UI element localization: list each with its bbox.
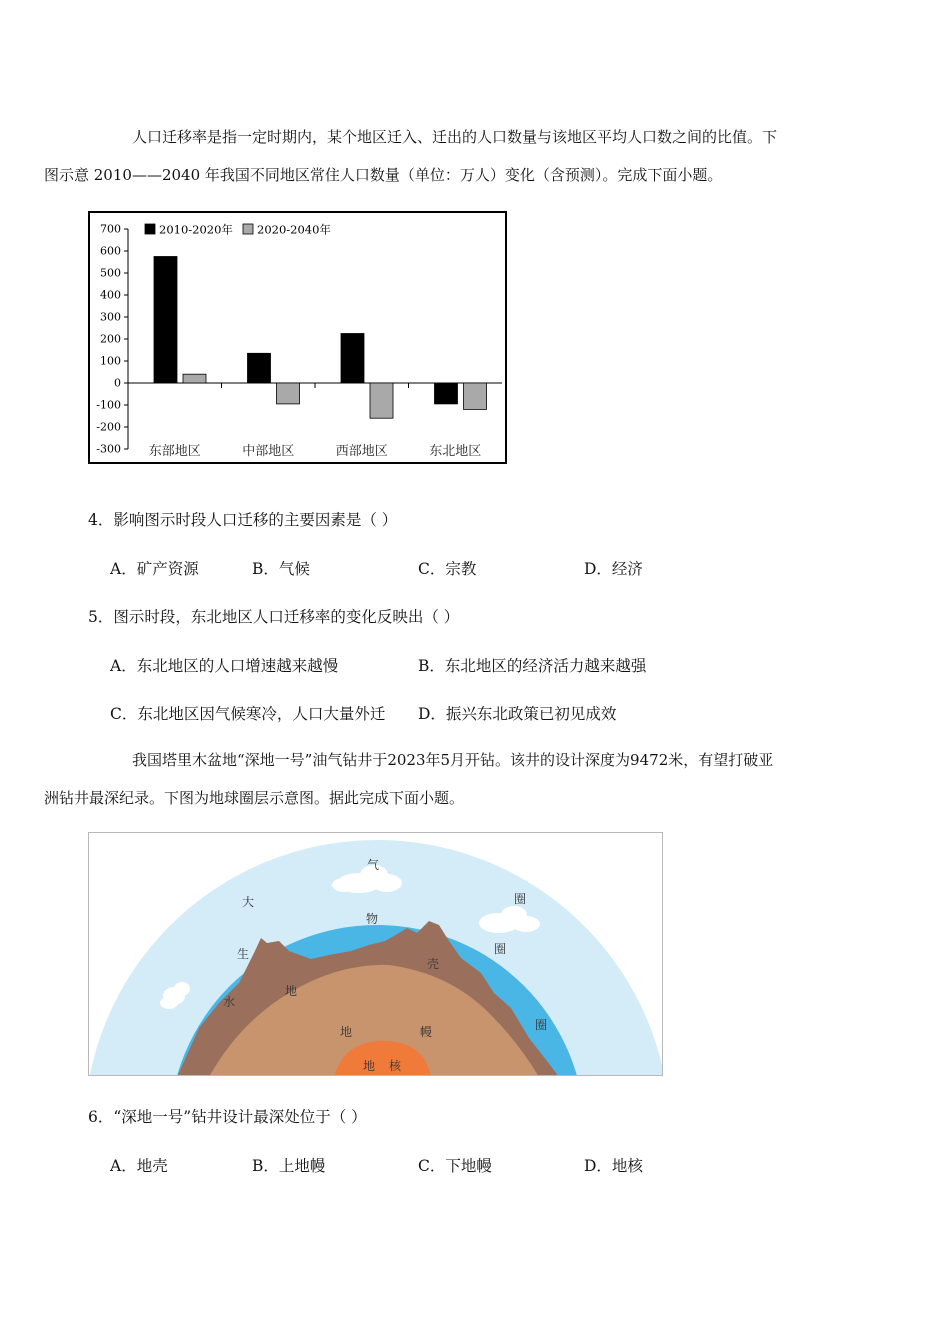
y-tick-label: 0 <box>114 376 121 390</box>
y-tick-label: -100 <box>96 398 121 412</box>
q6-option-c[interactable]: C．下地幔 <box>418 1157 492 1175</box>
bar-2010-2020-2 <box>341 334 364 384</box>
y-tick-label: 200 <box>100 332 121 346</box>
label-qiao: 壳 <box>427 957 440 971</box>
y-tick-label: 300 <box>100 310 121 324</box>
label-quan-2: 圈 <box>494 942 507 956</box>
y-tick-label: 700 <box>100 222 121 236</box>
bar-2020-2040-1 <box>277 383 300 404</box>
y-tick-label: 100 <box>100 354 121 368</box>
y-tick-label: 500 <box>100 266 121 280</box>
q4-option-a[interactable]: A．矿产资源 <box>110 560 199 578</box>
intro-paragraph-1 <box>44 118 863 194</box>
category-label: 西部地区 <box>335 444 388 459</box>
y-tick-label: 400 <box>100 288 121 302</box>
y-tick-label: -300 <box>96 442 121 456</box>
label-man: 幔 <box>420 1025 433 1039</box>
label-di-mantle: 地 <box>340 1025 353 1039</box>
label-he: 核 <box>389 1059 402 1073</box>
q5-option-b[interactable]: B．东北地区的经济活力越来越强 <box>418 657 647 675</box>
intro-2-line-1: 我国塔里木盆地“深地一号”油气钻井于2023年5月开钻。该井的设计深度为9472米，有望打破亚 <box>132 751 774 769</box>
population-change-chart <box>88 211 507 464</box>
label-da: 大 <box>242 895 255 909</box>
legend-swatch-0 <box>145 224 155 234</box>
intro-2-line-2: 洲钻井最深纪录。下图为地球圈层示意图。据此完成下面小题。 <box>44 789 465 807</box>
label-quan-3: 圈 <box>535 1018 548 1032</box>
label-di-core: 地 <box>363 1059 376 1073</box>
question-4-stem: 4．影响图示时段人口迁移的主要因素是（ ） <box>88 511 398 529</box>
y-tick-label: -200 <box>96 420 121 434</box>
category-label: 东北地区 <box>429 444 482 459</box>
legend-label-0: 2010-2020年 <box>159 222 233 237</box>
bar-2010-2020-0 <box>154 257 177 384</box>
label-qi: 气 <box>367 858 380 872</box>
bar-2010-2020-3 <box>435 383 458 404</box>
label-sheng: 生 <box>237 947 250 961</box>
category-label: 东部地区 <box>148 444 201 459</box>
y-tick-label: 600 <box>100 244 121 258</box>
q6-option-a[interactable]: A．地壳 <box>110 1157 168 1175</box>
q4-option-c[interactable]: C．宗教 <box>418 560 477 578</box>
q6-option-b[interactable]: B．上地幔 <box>252 1157 326 1175</box>
q6-option-d[interactable]: D．地核 <box>584 1157 643 1175</box>
bar-2020-2040-0 <box>183 374 206 383</box>
label-wu: 物 <box>366 912 379 926</box>
q5-option-a[interactable]: A．东北地区的人口增速越来越慢 <box>110 657 339 675</box>
bar-2010-2020-1 <box>248 353 271 383</box>
bar-2020-2040-2 <box>370 383 393 418</box>
question-6-stem: 6．“深地一号”钻井设计最深处位于（ ） <box>88 1108 367 1126</box>
earth-spheres-diagram <box>88 832 663 1076</box>
label-di-crust: 地 <box>285 984 298 998</box>
q5-option-d[interactable]: D．振兴东北政策已初见成效 <box>418 705 617 723</box>
legend-label-1: 2020-2040年 <box>257 222 331 237</box>
q5-option-c[interactable]: C．东北地区因气候寒冷，人口大量外迁 <box>110 705 386 723</box>
intro-1-line-2: 图示意 2010——2040 年我国不同地区常住人口数量（单位：万人）变化（含预测）。完成下面小题。 <box>44 166 723 184</box>
legend-swatch-1 <box>243 224 253 234</box>
label-quan-1: 圈 <box>514 892 527 906</box>
q4-option-b[interactable]: B．气候 <box>252 560 310 578</box>
intro-1-line-1: 人口迁移率是指一定时期内，某个地区迁入、迁出的人口数量与该地区平均人口数之间的比值。下 <box>132 128 778 146</box>
bar-chart-svg <box>90 213 505 462</box>
q4-option-d[interactable]: D．经济 <box>584 560 643 578</box>
earth-spheres-svg <box>89 833 662 1075</box>
label-shui: 水 <box>223 995 236 1009</box>
bar-2020-2040-3 <box>464 383 487 409</box>
question-5-stem: 5．图示时段，东北地区人口迁移率的变化反映出（ ） <box>88 608 460 626</box>
category-label: 中部地区 <box>242 444 295 459</box>
intro-paragraph-2 <box>44 741 863 817</box>
